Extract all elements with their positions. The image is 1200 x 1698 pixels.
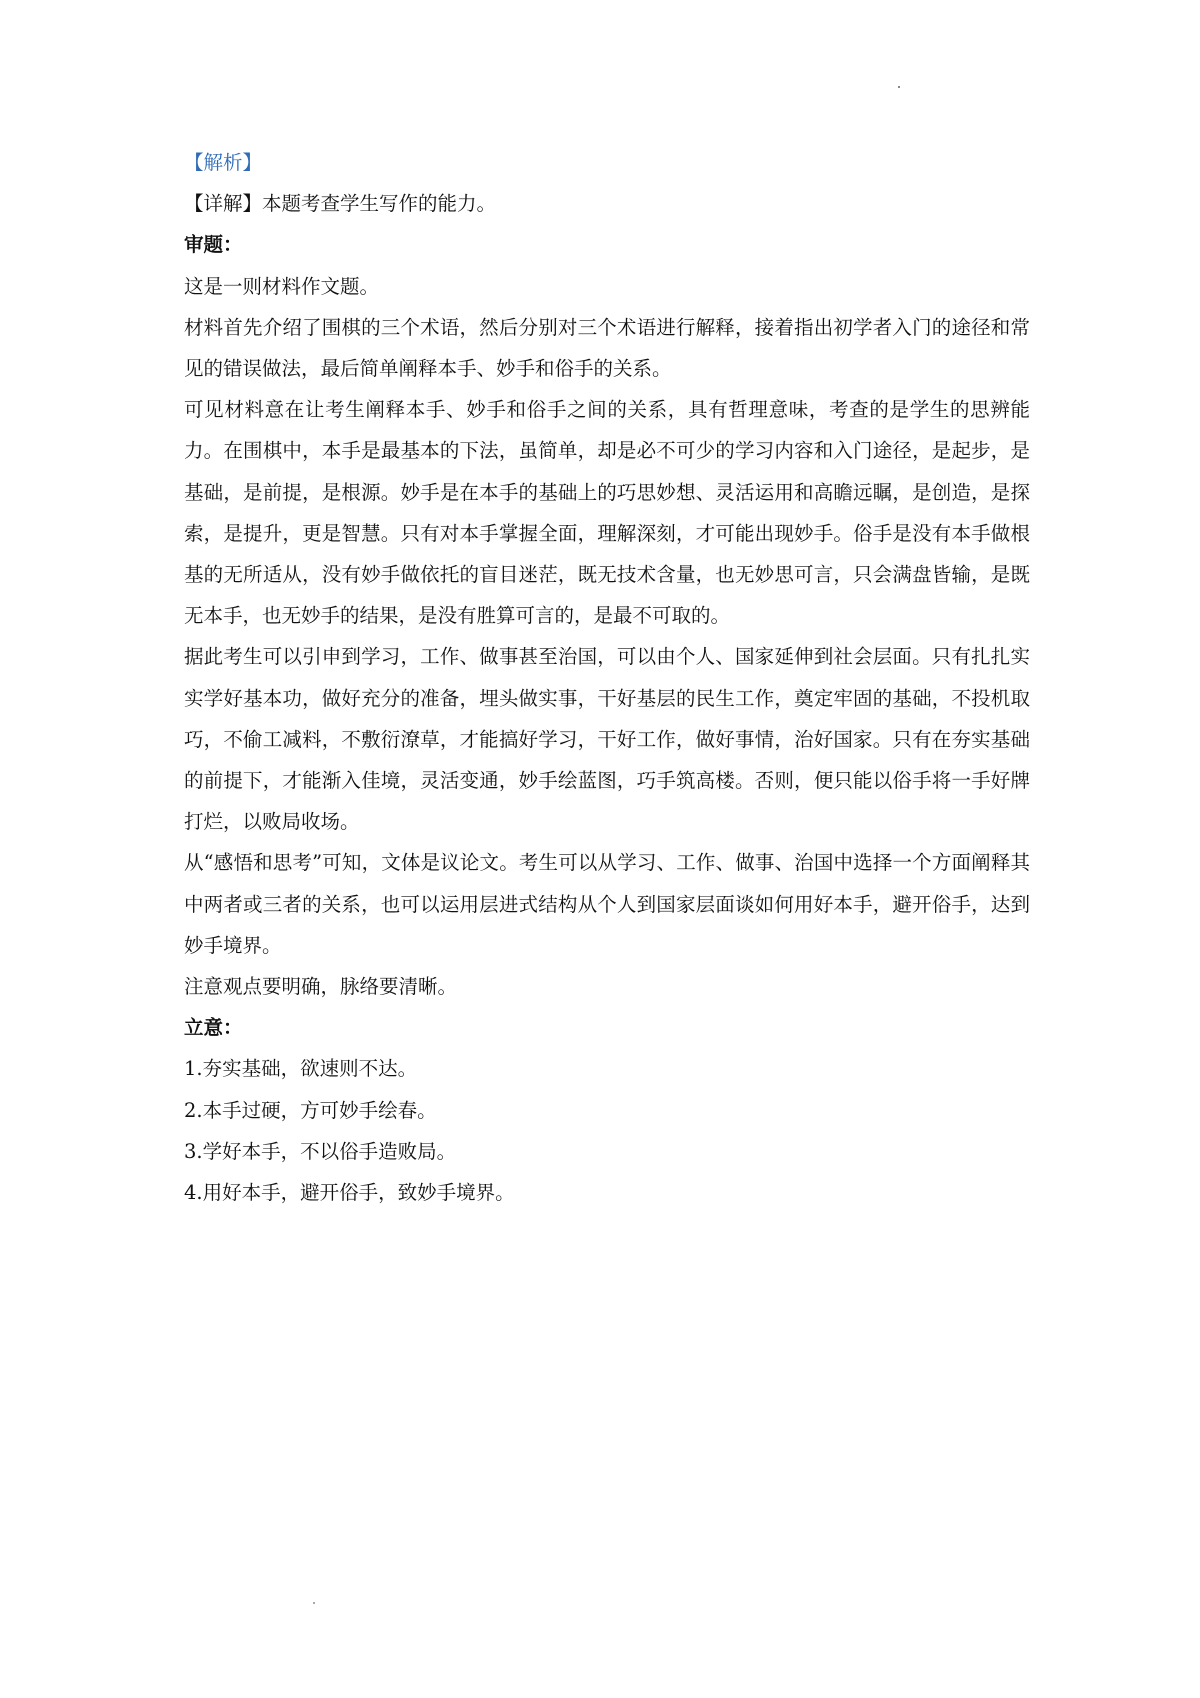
- paragraph-3: 可见材料意在让考生阐释本手、妙手和俗手之间的关系，具有哲理意味，考查的是学生的思辨能力。在围棋中，本手是最基本的下法，虽简单，却是必不可少的学习内容和入门途径，是起步，是基础，是前提，是根源。妙手是在本手的基础上的巧思妙想、灵活运用和高瞻远瞩，是创造，是探索，是提升，更是智慧。只有对本手掌握全面，理解深刻，才可能出现妙手。俗手是没有本手做根基的无所适从，没有妙手做依托的盲目迷茫，既无技术含量，也无妙思可言，只会满盘皆输，是既无本手，也无妙手的结果，是没有胜算可言的，是最不可取的。: [184, 398, 1030, 628]
- heading-liyi: 立意：: [184, 1016, 243, 1040]
- analysis-tag: 【解析】: [184, 151, 263, 174]
- paragraph-2: 材料首先介绍了围棋的三个术语，然后分别对三个术语进行解释，接着指出初学者入门的途径和常见的错误做法，最后简单阐释本手、妙手和俗手的关系。: [184, 315, 1030, 381]
- paragraph-4: 据此考生可以引申到学习，工作、做事甚至治国，可以由个人、国家延伸到社会层面。只有扎扎实实学好基本功，做好充分的准备，埋头做实事，干好基层的民生工作，奠定牢固的基础，不投机取巧，不偷工减料，不敷衍潦草，才能搞好学习，干好工作，做好事情，治好国家。只有在夯实基础的前提下，才能渐入佳境，灵活变通，妙手绘蓝图，巧手筑高楼。否则，便只能以俗手将一手好牌打烂，以败局收场。: [184, 645, 1030, 834]
- heading-shenti: 审题：: [184, 233, 243, 257]
- paragraph-1: 这是一则材料作文题。: [184, 274, 380, 298]
- paragraph-5: 从“感悟和思考”可知，文体是议论文。考生可以从学习、工作、做事、治国中选择一个方面阐释其中两者或三者的关系，也可以运用层进式结构从个人到国家层面谈如何用好本手，避开俗手，达到妙手境界。: [184, 851, 1030, 957]
- detail-line: 【详解】本题考查学生写作的能力。: [184, 192, 497, 216]
- idea-item-3: 3.学好本手，不以俗手造败局。: [184, 1139, 457, 1163]
- idea-item-4: 4.用好本手，避开俗手，致妙手境界。: [184, 1181, 515, 1205]
- page-mark-top: [898, 86, 900, 88]
- idea-item-1: 1.夯实基础，欲速则不达。: [184, 1057, 418, 1081]
- document-body: [184, 142, 1030, 1213]
- paragraph-6: 注意观点要明确，脉络要清晰。: [184, 975, 458, 999]
- page-mark-bottom: [313, 1602, 315, 1604]
- idea-item-2: 2.本手过硬，方可妙手绘春。: [184, 1098, 437, 1122]
